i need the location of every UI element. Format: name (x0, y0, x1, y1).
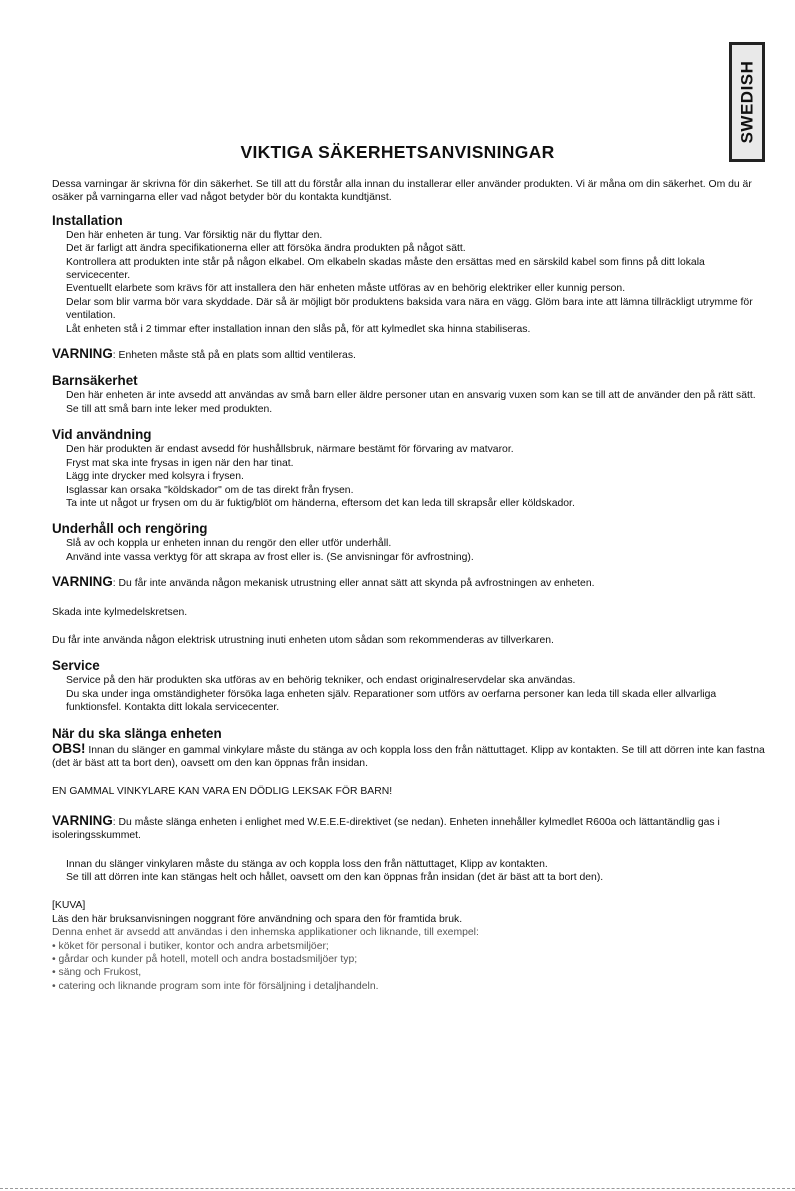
intended-use-item: • säng och Frukost, (52, 967, 142, 979)
warning-ventilation (52, 347, 766, 362)
document-body (52, 178, 766, 993)
kuva-placeholder: [KUVA] (52, 900, 86, 912)
warning-text: : Du måste slänga enheten i enlighet med W.E.E.E-direktivet (se nedan). Enheten innehåller kylmedlet R600a och lättantändlig gas i isoleringsskummet. (52, 816, 720, 842)
installation-heading: Installation (52, 212, 123, 228)
use-heading: Vid användning (52, 427, 152, 443)
child-safety-heading: Barnsäkerhet (52, 373, 138, 389)
obs-text: Innan du slänger en gammal vinkylare måste du stänga av och koppla loss den från nättuttaget. Klipp av kontakten. Se till att dörren inte kan fastna (det är bäst att ta bort den), oavsett om den kan öppnas från insidan. (52, 744, 765, 769)
warning-label: VARNING (52, 812, 113, 828)
warning-weee (52, 814, 766, 843)
service-line: Du ska under inga omständigheter försöka laga enheten själv. Reparationer som utförs av oerfarna personer kan leda till skada eller allvarliga funktionsfel. Kontakta ditt lokala servicecenter. (66, 688, 717, 714)
before-disposal-line: Se till att dörren inte kan stängas helt och hållet, oavsett om den kan öppnas från insidan (det är bäst att ta bort den). (66, 872, 604, 883)
installation-line: Eventuellt elarbete som krävs för att installera den här enheten måste utföras av en behörig elektriker eller kunnig person. (66, 283, 626, 295)
danger-note: EN GAMMAL VINKYLARE KAN VARA EN DÖDLIG LEKSAK FÖR BARN! (52, 786, 393, 798)
installation-line: Delar som blir varma bör vara skyddade. Där så är möjligt bör produktens baksida vara nära en vägg. Glöm bara inte att lämna tillräckligt utrymme för ventilation. (66, 296, 753, 322)
intended-use-item: • catering och liknande program som inte för försäljning i detaljhandeln. (52, 980, 379, 992)
disposal-obs (52, 742, 766, 771)
intended-use-intro: Denna enhet är avsedd att användas i den inhemska applikationer och liknande, till exempel: (52, 927, 479, 939)
use-line: Lägg inte drycker med kolsyra i frysen. (66, 471, 244, 483)
installation-line: Den här enheten är tung. Var försiktig när du flyttar den. (66, 229, 323, 241)
installation-line: Kontrollera att produkten inte står på någon elkabel. Om elkabeln skadas måste den ersättas med en särskild kabel som finns på ditt lokala servicecenter. (66, 256, 705, 282)
intended-use-item: • gårdar och kunder på hotell, motell och andra bostadsmiljöer typ; (52, 954, 358, 966)
warning-defrost (52, 575, 766, 590)
maintenance-line: Använd inte vassa verktyg för att skrapa av frost eller is. (Se anvisningar för avfrostning). (66, 551, 474, 563)
child-safety-line: Den här enheten är inte avsedd att användas av små barn eller äldre personer utan en ansvarig vuxen som kan se till att de använder den på rätt sätt. (66, 390, 756, 402)
use-line: Ta inte ut något ur frysen om du är fuktig/blöt om händerna, eftersom det kan leda till skrapsår eller köldskador. (66, 497, 575, 509)
installation-line: Låt enheten stå i 2 timmar efter installation innan den slås på, för att kylmedlet ska hinna stabiliseras. (66, 323, 531, 335)
before-disposal-line: Innan du slänger vinkylaren måste du stänga av och koppla loss den från nättuttaget, Klipp av kontakten. (66, 858, 548, 870)
use-line: Den här produkten är endast avsedd för hushållsbruk, närmare bestämt för förvaring av matvaror. (66, 444, 514, 456)
child-safety-line: Se till att små barn inte leker med produkten. (66, 403, 273, 415)
warning-text: : Du får inte använda någon mekanisk utrustning eller annat sätt att skynda på avfrostningen av enheten. (112, 578, 595, 590)
service-heading: Service (52, 658, 100, 674)
language-tab-label: SWEDISH (737, 60, 756, 144)
warning-text: : Enheten måste stå på en plats som alltid ventileras. (112, 350, 356, 362)
warning-label: VARNING (52, 574, 113, 590)
read-note: Läs den här bruksanvisningen noggrant före användning och spara den för framtida bruk. (52, 913, 463, 925)
electric-note: Du får inte använda någon elektrisk utrustning inuti enheten utom sådan som rekommenderas av tillverkaren. (52, 634, 554, 646)
disposal-heading: När du ska slänga enheten (52, 725, 222, 741)
service-line: Service på den här produkten ska utföras av en behörig tekniker, och endast originalreservdelar ska användas. (66, 675, 576, 687)
maintenance-heading: Underhåll och rengöring (52, 521, 208, 537)
refrigerant-note: Skada inte kylmedelskretsen. (52, 606, 188, 618)
page-title: VIKTIGA SÄKERHETSANVISNINGAR (240, 142, 555, 162)
footer-divider (0, 1188, 795, 1189)
intro-paragraph: Dessa varningar är skrivna för din säkerhet. Se till att du förstår alla innan du installerar eller använder produkten. Vi är måna om din säkerhet. Om du är osäker på varningarna eller vad något betyder bör du kontakta kundtjänst. (52, 179, 752, 204)
intended-use-item: • köket för personal i butiker, kontor och andra arbetsmiljöer; (52, 940, 329, 952)
warning-label: VARNING (52, 346, 113, 362)
use-line: Isglassar kan orsaka "köldskador" om de tas direkt från frysen. (66, 484, 354, 496)
use-line: Fryst mat ska inte frysas in igen när den har tinat. (66, 457, 294, 469)
maintenance-line: Slå av och koppla ur enheten innan du rengör den eller utför underhåll. (66, 538, 392, 550)
obs-label: OBS! (52, 740, 86, 756)
installation-line: Det är farligt att ändra specifikationerna eller att försöka ändra produkten på något sätt. (66, 243, 466, 255)
